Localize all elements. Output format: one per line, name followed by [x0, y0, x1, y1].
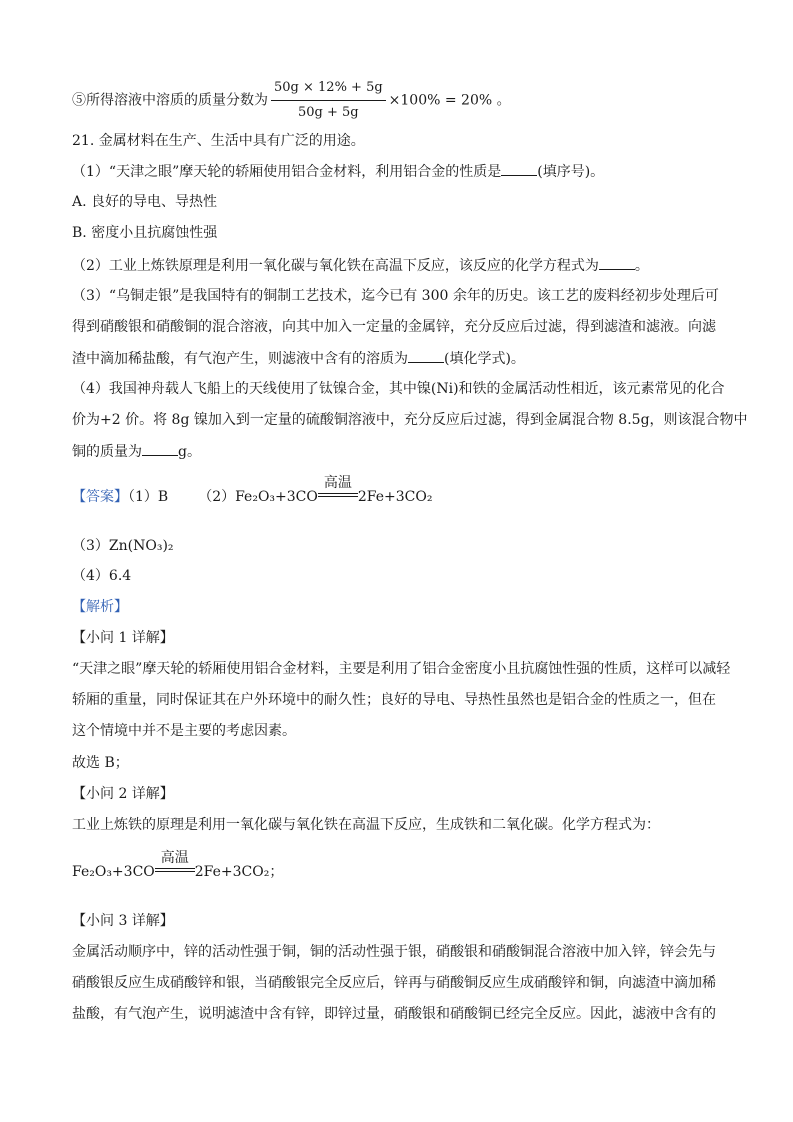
reaction-condition: 高温	[323, 475, 352, 491]
reaction-condition: 高温	[160, 850, 189, 866]
sub-question-3-heading: 【小问 3 详解】	[72, 913, 174, 929]
analysis-3-line-3: 盐酸，有气泡产生，说明滤渣中含有锌，即锌过量，硝酸银和硝酸铜已经完全反应。因此，滤液中含有的	[72, 1006, 716, 1022]
answer-3: （3）Zn(NO₃)₂	[72, 538, 174, 554]
equation-left: Fe₂O₃+3CO	[72, 864, 155, 880]
question-2	[72, 255, 733, 276]
formula-prefix: ⑤所得溶液中溶质的质量分数为	[72, 92, 268, 109]
analysis-tag: 【解析】	[72, 599, 128, 615]
question-4-end: g。	[178, 444, 201, 460]
question-2-end: 。	[634, 258, 649, 274]
analysis-1-line-1: “天津之眼”摩天轮的轿厢使用铝合金材料，主要是利用了铝合金密度小且抗腐蚀性强的性质，这样可以减轻	[72, 661, 731, 677]
question-1-end: (填序号)。	[537, 164, 605, 180]
question-3-line-2: 得到硝酸银和硝酸铜的混合溶液，向其中加入一定量的金属锌，充分反应后过滤，得到滤渣和滤液。向滤	[72, 319, 716, 335]
question-3-line-3	[72, 348, 733, 369]
answer-1: （1）B	[128, 489, 169, 505]
analysis-2-line-1: 工业上炼铁的原理是利用一氧化碳与氧化铁在高温下反应，生成铁和二氧化碳。化学方程式为：	[72, 817, 660, 833]
reaction-arrow	[318, 475, 358, 501]
question-4-text: 铜的质量为	[72, 444, 142, 460]
analysis-1-line-2: 轿厢的重量，同时保证其在户外环境中的耐久性；良好的导电、导热性虽然也是铝合金的性质之一，但在	[72, 692, 716, 708]
answer-2-right: 2Fe+3CO₂	[357, 489, 433, 505]
answer-blank	[501, 161, 537, 176]
equation-right: 2Fe+3CO₂；	[194, 864, 284, 880]
fraction-numerator: 50g × 12% + 5g	[271, 78, 386, 101]
question-3-line-1: （3）“乌铜走银”是我国特有的铜制工艺技术，迄今已有 300 余年的历史。该工艺的废料经初步处理后可	[72, 288, 719, 304]
formula-suffix: ×100% = 20% 。	[388, 92, 511, 109]
answer-line-1	[72, 475, 733, 507]
answer-4: （4）6.4	[72, 568, 132, 584]
answer-tag: 【答案】	[72, 489, 128, 505]
fraction-denominator: 50g + 5g	[298, 105, 359, 120]
analysis-2-equation	[72, 850, 733, 882]
answer-2-left: （2）Fe₂O₃+3CO	[198, 489, 318, 505]
answer-blank	[142, 441, 178, 456]
answer-blank	[408, 348, 444, 363]
analysis-3-line-1: 金属活动顺序中，锌的活动性强于铜，铜的活动性强于银，硝酸银和硝酸铜混合溶液中加入锌，锌会先与	[72, 944, 716, 960]
analysis-3-line-2: 硝酸银反应生成硝酸锌和银，当硝酸银完全反应后，锌再与硝酸铜反应生成硝酸锌和铜，向滤渣中滴加稀	[72, 975, 716, 991]
question-1	[72, 161, 733, 182]
option-b: B. 密度小且抗腐蚀性强	[72, 225, 218, 241]
question-4-line-3	[72, 441, 733, 462]
option-a: A. 良好的导电、导热性	[72, 194, 218, 210]
question-3-end: (填化学式)。	[444, 351, 525, 367]
sub-question-2-heading: 【小问 2 详解】	[72, 786, 174, 802]
answer-blank	[599, 255, 635, 270]
question-stem: 21. 金属材料在生产、生活中具有广泛的用途。	[72, 133, 365, 149]
question-4-line-1: （4）我国神舟载人飞船上的天线使用了钛镍合金，其中镍(Ni)和铁的金属活动性相近，该元素常见的化合	[72, 381, 725, 397]
question-1-text: （1）“天津之眼”摩天轮的轿厢使用铝合金材料，利用铝合金的性质是	[72, 164, 502, 180]
analysis-1-line-3: 这个情境中并不是主要的考虑因素。	[72, 723, 296, 739]
reaction-arrow	[155, 850, 195, 876]
mass-fraction-formula	[72, 78, 733, 123]
question-3-text: 渣中滴加稀盐酸，有气泡产生，则滤液中含有的溶质为	[72, 351, 408, 367]
question-4-line-2: 价为+2 价。将 8g 镍加入到一定量的硫酸铜溶液中，充分反应后过滤，得到金属混合物 8.5g，则该混合物中	[72, 412, 748, 428]
fraction	[271, 78, 386, 123]
analysis-1-line-4: 故选 B；	[72, 755, 129, 771]
question-2-text: （2）工业上炼铁原理是利用一氧化碳与氧化铁在高温下反应，该反应的化学方程式为	[72, 258, 599, 274]
sub-question-1-heading: 【小问 1 详解】	[72, 630, 174, 646]
